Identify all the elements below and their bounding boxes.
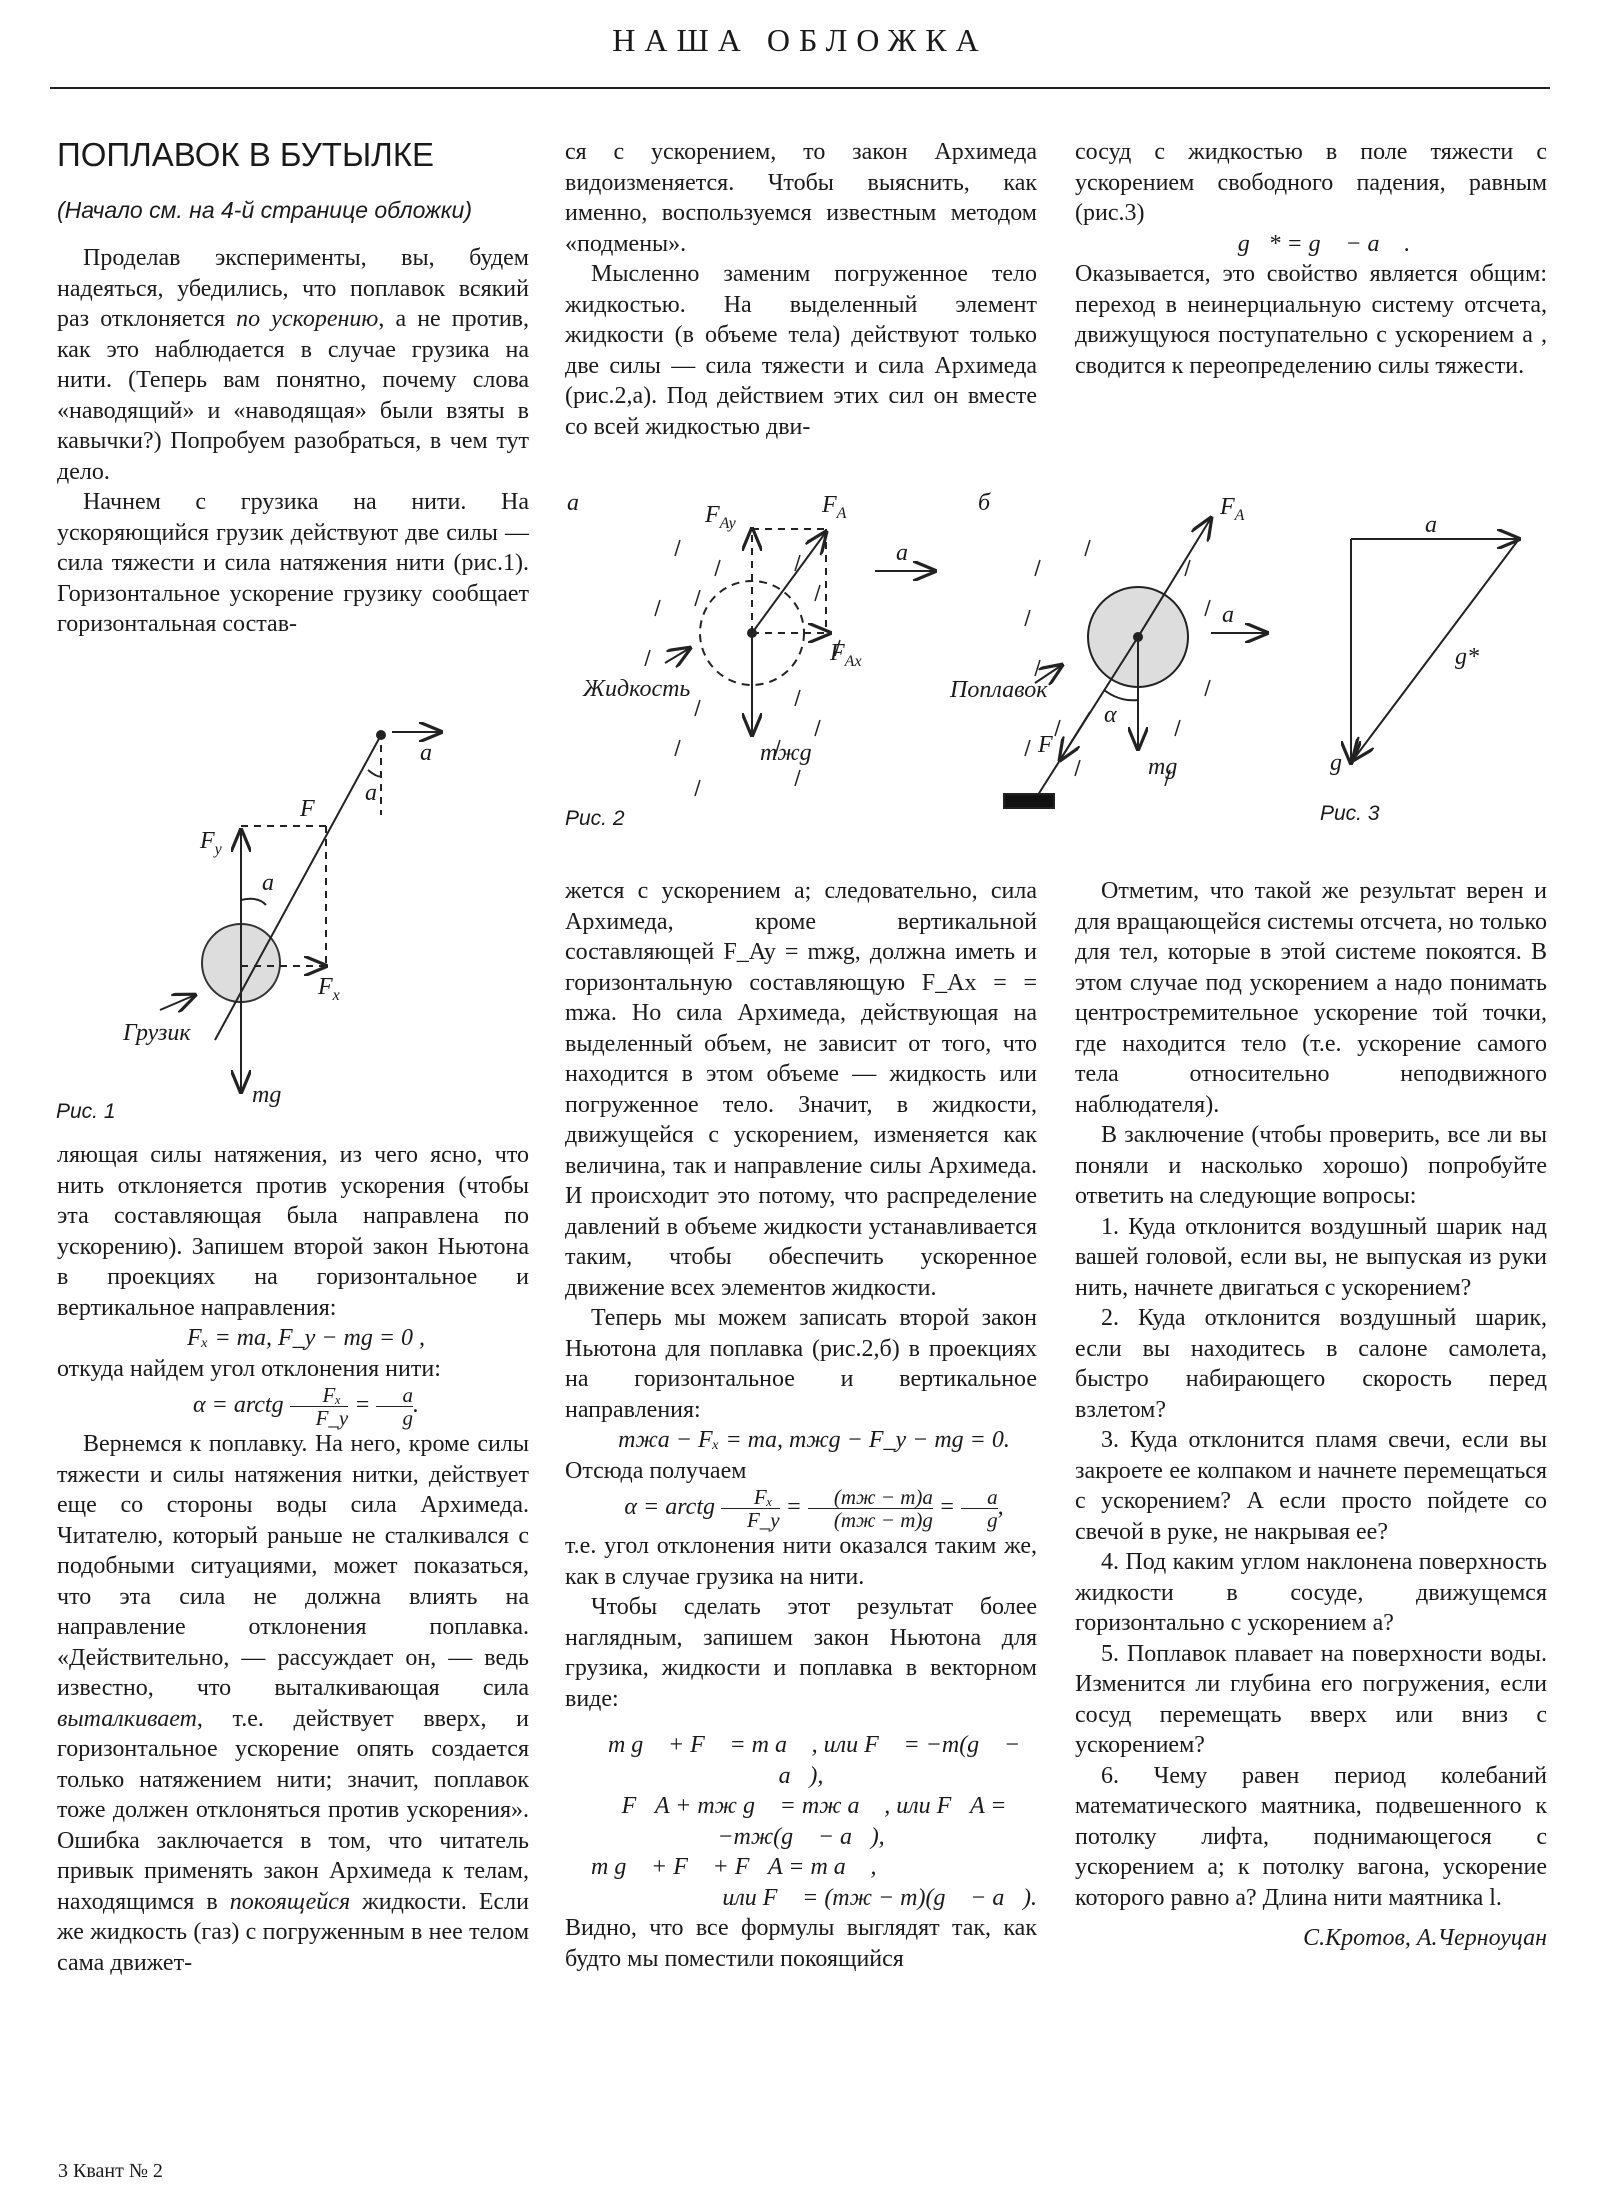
svg-text:б: б	[978, 490, 991, 516]
paragraph: т.е. угол отклонения нити оказался таким же, как в случае грузика на нити.	[565, 1533, 1037, 1590]
paragraph: В заключение (чтобы проверить, все ли вы поняли и насколько хорошо) попробуйте ответить на следующие вопросы:	[1075, 1122, 1547, 1209]
svg-text:g*: g*	[1455, 644, 1479, 670]
equation: α = arctg $\frac{\text{Fₓ}}{F\_y}$ = $\frac{a}{g}$ .	[193, 1383, 419, 1430]
svg-text:Поплавок: Поплавок	[950, 677, 1048, 703]
svg-text:a: a	[1425, 512, 1437, 538]
svg-text:Рис. 2: Рис. 2	[565, 807, 625, 830]
paragraph: ся с ускорением, то закон Архимеда видоизменяется. Чтобы выяснить, как именно, воспользуемся известным методом «подмены».	[565, 139, 1037, 257]
question-item: 1. Куда отклонится воздушный шарик над вашей головой, если вы, не выпуская из руки нить, начнете двигаться с ускорением?	[1075, 1213, 1547, 1301]
svg-text:a: a	[896, 540, 908, 566]
svg-text:a: a	[262, 870, 274, 896]
svg-text:a: a	[365, 780, 377, 806]
author-signature: С.Кротов, А.Черноуцан	[1303, 1925, 1547, 1951]
equation: mжa − Fₓ = ma, mжg − F_y − mg = 0.	[618, 1427, 1010, 1453]
figure-2	[550, 480, 1310, 840]
svg-text:a: a	[1222, 602, 1234, 628]
article-title: ПОПЛАВОК В БУТЫЛКЕ	[57, 136, 435, 173]
svg-text:a: a	[420, 740, 432, 766]
svg-text:FAx: $F_{Ax}$	[830, 640, 862, 670]
paragraph: Отметим, что такой же результат верен и для вращающейся системы отсчета, но только для тел, которые в этой системе покоятся. В этом случае под ускорением a надо понимать центростремительное ускорение той точки, где находится тело (т.е. ускорение самого тела относительно неподвижного наблюдателя).	[1075, 878, 1547, 1118]
f-arrow	[1060, 712, 1090, 760]
article-subtitle: (Начало см. на 4-й странице обложки)	[57, 197, 473, 223]
svg-text:α: α	[1104, 702, 1117, 728]
figure-1	[40, 700, 540, 1140]
vector-equation: или F⃗ = (mж − m)(g⃗ − a⃗).	[722, 1884, 1037, 1911]
paragraph: жется с ускорением a; следовательно, сила Архимеда, кроме вертикальной составляющей F_Ay = mжg, должна иметь и горизонтальную составляющую F_Ax = = mжa. Но сила Архимеда, действующая на выделенный объем, не зависит от того, что находится в этом объеме — жидкость или погруженное тело. Значит, в жидкости, движущейся с ускорением, изменяется как величина, так и направление силы Архимеда. И происходит это потому, что распределение давлений в объеме жидкости устанавливается таким, чтобы обеспечить ускоренное движение всех элементов жидкости.	[565, 878, 1037, 1301]
paragraph: откуда найдем угол отклонения нити:	[57, 1355, 441, 1382]
gstar-vector	[1353, 539, 1519, 760]
column-2-bottom	[565, 876, 1037, 1974]
svg-text:FA: $F_A$	[822, 492, 847, 522]
svg-text:а: а	[567, 490, 579, 516]
svg-text:Рис. 1: Рис. 1	[56, 1100, 116, 1123]
paragraph: Мысленно заменим погруженное тело жидкостью. На выделенный элемент жидкости (в объеме тела) действуют только две силы — сила тяжести и сила Архимеда (рис.2,а). Под действием этих сил он вместе со всей жидкостью дви-	[565, 261, 1037, 440]
header-rule	[50, 87, 1550, 89]
equation: Fₓ = ma, F_y − mg = 0 ,	[186, 1325, 426, 1351]
svg-text:Рис. 3: Рис. 3	[1320, 802, 1380, 825]
column-3-top	[1075, 137, 1547, 381]
question-item: 5. Поплавок плавает на поверхности воды. Изменится ли глубина его погружения, если сосуд перемещать вверх или вниз с ускорением?	[1075, 1640, 1547, 1758]
svg-text:g: g	[1330, 750, 1342, 776]
question-item: 3. Куда отклонится пламя свечи, если вы закроете ее колпаком и начнете перемещаться с ускорением? А если просто пойдете со свечой в руке, не накрывая ее?	[1075, 1427, 1547, 1545]
svg-text:Fy: $F_y$	[200, 828, 222, 858]
thread-line	[215, 735, 381, 1040]
svg-text:FA: $F_A$	[1220, 494, 1245, 524]
anchor-weight	[1004, 794, 1054, 808]
svg-text:FAy: $F_{Ay}$	[705, 502, 736, 532]
question-item: 6. Чему равен период колебаний математического маятника, подвешенного к потолку лифта, поднимающегося с ускорением a; к потолку вагона, ускорение которого равно a? Длина нити маятника l.	[1075, 1762, 1547, 1911]
vector-equation: m g⃗ + F⃗ + F⃗A = m a⃗ ,	[591, 1854, 877, 1880]
page-footer: 3 Квант № 2	[58, 2160, 163, 2182]
svg-text:F: F	[300, 796, 315, 822]
question-item: 4. Под каким углом наклонена поверхность жидкости в сосуде, движущемся горизонтально с ускорением a?	[1075, 1549, 1547, 1636]
paragraph: Проделав эксперименты, вы, будем надеяться, убедились, что поплавок всякий раз отклоняется по ускорению, а не против, как это наблюдается в случае грузика на нити. (Теперь вам понятно, почему слова «наводящий» и «наводящая» были взяты в кавычки?) Попробуем разобраться, в чем тут дело.	[57, 245, 529, 485]
svg-text:mg: mg	[252, 1082, 282, 1108]
paragraph: ляющая силы натяжения, из чего ясно, что нить отклоняется против ускорения (чтобы эта составляющая была направлена по ускорению). Запишем второй закон Ньютона в проекциях на горизонтальное и вертикальное направления:	[57, 1142, 529, 1321]
column-3-bottom	[1075, 876, 1547, 1954]
svg-text:Грузик: Грузик	[123, 1020, 191, 1046]
equation: g⃗* = g⃗ − a⃗ .	[1237, 230, 1411, 257]
paragraph: сосуд с жидкостью в поле тяжести с ускорением свободного падения, равным (рис.3)	[1075, 139, 1547, 226]
paragraph: Теперь мы можем записать второй закон Ньютона для поплавка (рис.2,б) в проекциях на горизонтальное и вертикальное направления:	[565, 1305, 1037, 1423]
svg-text:mg: mg	[1148, 754, 1178, 780]
vector-equation: F⃗A + mж g⃗ = mж a⃗ , или F⃗A = −mж(g⃗ − a⃗),	[621, 1793, 1007, 1850]
equation: α = arctg $\frac{\text{Fₓ}}{F\_y}$ = (mж − m)a (mж − m)g = $\frac{a}{g}$ ,	[624, 1485, 1004, 1532]
paragraph: Видно, что все формулы выглядят так, как будто мы поместили покоящийся	[565, 1915, 1037, 1972]
column-2-top	[565, 137, 1037, 442]
question-item: 2. Куда отклонится воздушный шарик, если вы находитесь в салоне самолета, быстро набирающего скорость перед взлетом?	[1075, 1305, 1547, 1423]
paragraph: Чтобы сделать этот результат более наглядным, запишем закон Ньютона для грузика, жидкости и поплавка в векторном виде:	[565, 1594, 1037, 1712]
paragraph: Вернемся к поплавку. На него, кроме силы тяжести и силы натяжения нитки, действует еще со стороны воды сила Архимеда. Читателю, который раньше не сталкивался с подобными ситуациями, может показаться, что эта сила не должна влиять на направление отклонения поплавка. «Действительно, — рассуждает он, — ведь известно, что выталкивающая сила выталкивает, т.е. действует вверх, и горизонтальное ускорение опять создается только натяжением нити; значит, поплавок тоже должен отклоняться против ускорения». Ошибка заключается в том, что читатель привык применять закон Архимеда к телам, находящимся в покоящейся жидкости. Если же жидкость (газ) с погруженным в нее телом сама движет-	[57, 1431, 529, 1976]
paragraph: Отсюда получаем	[565, 1457, 747, 1484]
column-1-top	[57, 135, 529, 640]
svg-text:mжg: mжg	[760, 740, 812, 766]
vector-equation: m g⃗ + F⃗ = m a⃗ , или F⃗ = −m(g⃗ − a⃗),	[607, 1732, 1021, 1789]
svg-text:Fx: $F_x$	[318, 974, 340, 1004]
column-1-bottom	[57, 1140, 529, 1978]
paragraph: Оказывается, это свойство является общим: переход в неинерциальную систему отсчета, движущуюся поступательно с ускорением a , сводится к переопределению силы тяжести.	[1075, 261, 1547, 379]
svg-text:Жидкость: Жидкость	[583, 676, 691, 702]
figure-3	[1310, 510, 1560, 830]
svg-text:F: F	[1038, 732, 1053, 758]
paragraph: Начнем с грузика на нити. На ускоряющийся грузик действуют две силы — сила тяжести и сила натяжения нити (рис.1). Горизонтальное ускорение грузику сообщает горизонтальная состав-	[57, 489, 529, 637]
section-header: НАША ОБЛОЖКА	[612, 22, 988, 58]
